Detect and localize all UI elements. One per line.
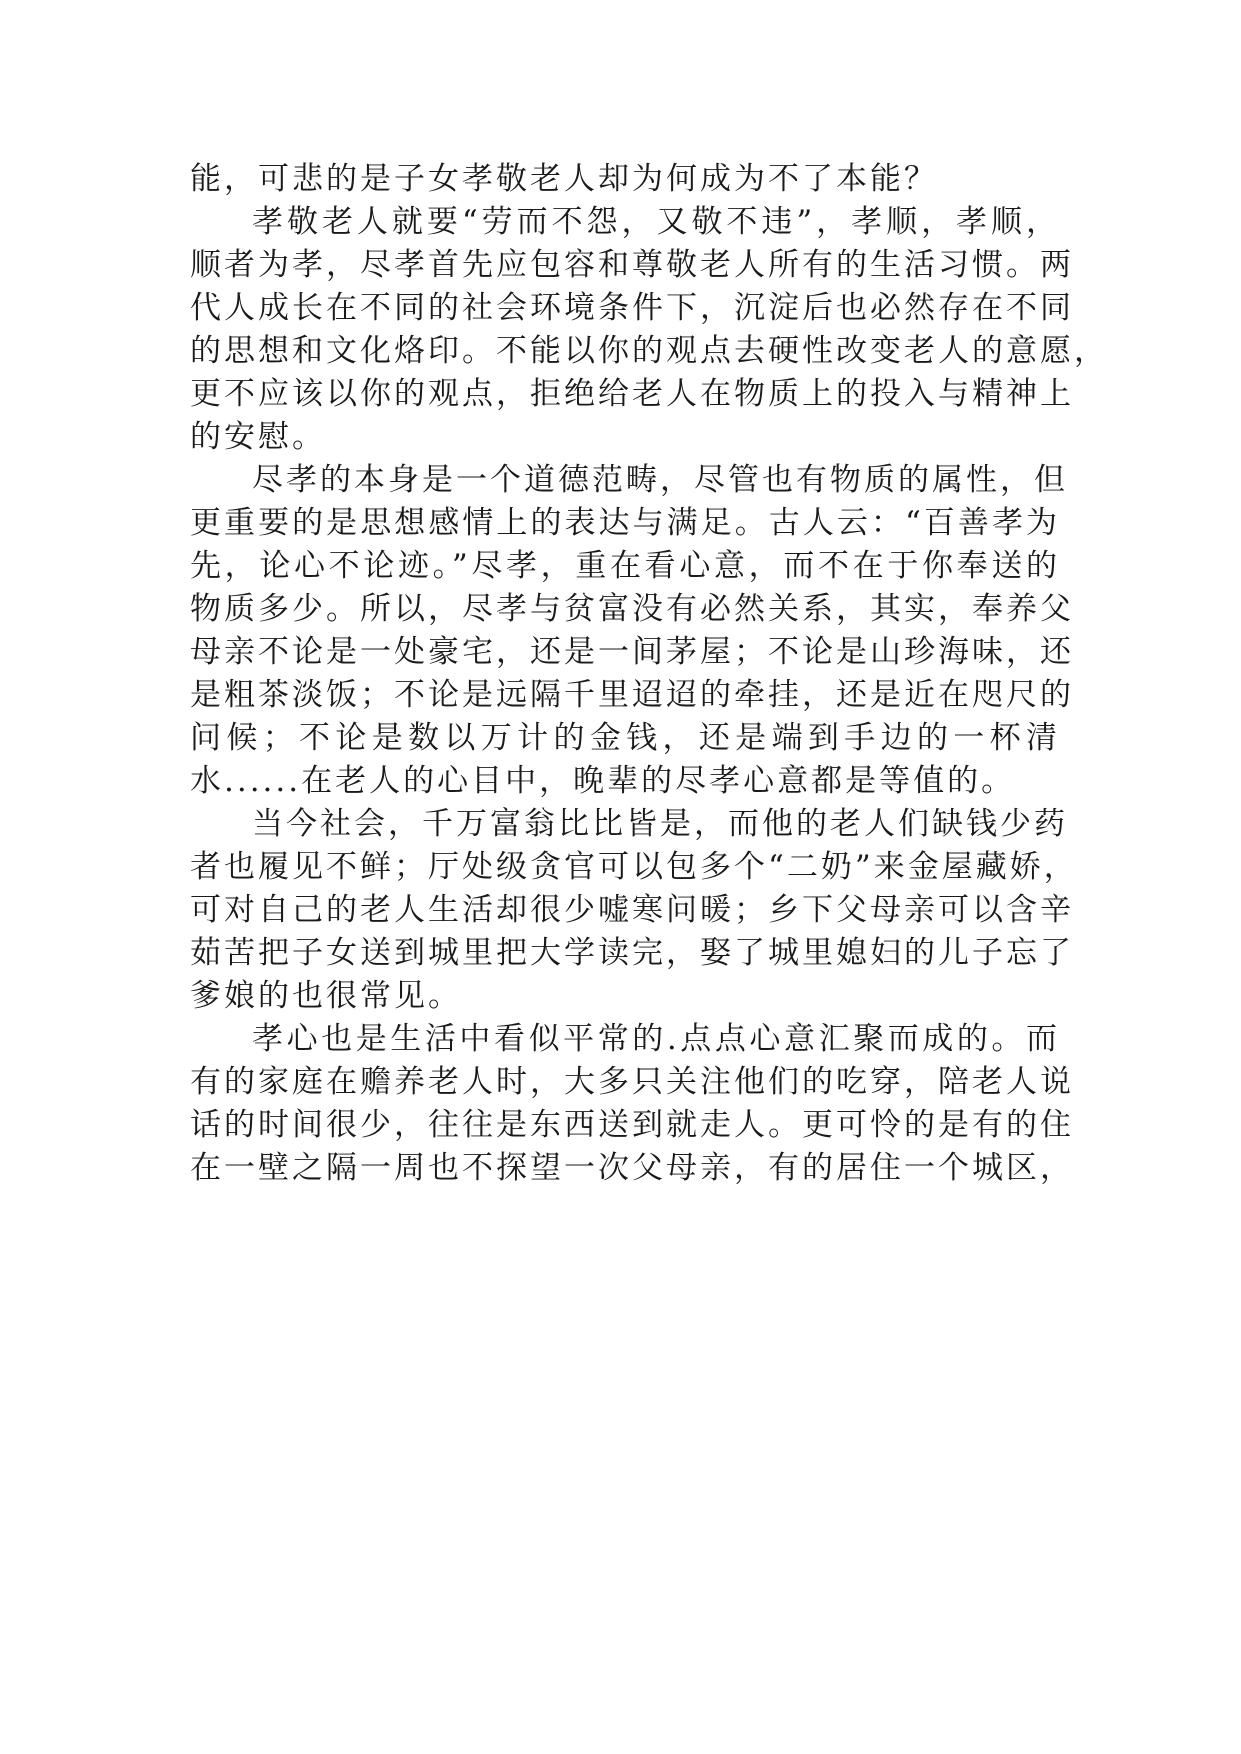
text-line: 问候；不论是数以万计的金钱，还是端到手边的一杯清 xyxy=(190,720,1060,756)
text-line: 当今社会，千万富翁比比皆是，而他的老人们缺钱少药 xyxy=(252,806,1068,842)
paragraph xyxy=(190,201,1108,459)
text-line: 先，论心不论迹。”尽孝，重在看心意，而不在于你奉送的 xyxy=(190,548,1060,584)
text-line: 孝敬老人就要“劳而不怨，又敬不违”，孝顺，孝顺， xyxy=(252,204,1060,240)
text-line: 的安慰。 xyxy=(190,419,326,455)
text-line: 尽孝的本身是一个道德范畴，尽管也有物质的属性，但 xyxy=(252,462,1068,498)
text-line: 孝心也是生活中看似平常的.点点心意汇聚而成的。而 xyxy=(252,1021,1060,1057)
text-line: 可对自己的老人生活却很少嘘寒问暖；乡下父母亲可以含辛 xyxy=(190,892,1074,928)
paragraph xyxy=(190,803,1078,1018)
text-line: 水......在老人的心目中，晚辈的尽孝心意都是等值的。 xyxy=(190,763,1016,799)
document-body xyxy=(190,158,1108,1190)
text-line: 是粗茶淡饭；不论是远隔千里迢迢的牵挂，还是近在咫尺的 xyxy=(190,677,1074,713)
text-line: 有的家庭在赡养老人时，大多只关注他们的吃穿，陪老人说 xyxy=(190,1064,1074,1100)
text-line: 爹娘的也很常见。 xyxy=(190,978,462,1014)
text-line: 茹苦把子女送到城里把大学读完，娶了城里媳妇的儿子忘了 xyxy=(190,935,1074,971)
text-line: 代人成长在不同的社会环境条件下，沉淀后也必然存在不同 xyxy=(190,290,1074,326)
text-line: 母亲不论是一处豪宅，还是一间茅屋；不论是山珍海味，还 xyxy=(190,634,1074,670)
paragraph xyxy=(190,459,1074,803)
text-line: 者也履见不鲜；厅处级贪官可以包多个“二奶”来金屋藏娇， xyxy=(190,849,1078,885)
text-line: 顺者为孝，尽孝首先应包容和尊敬老人所有的生活习惯。两 xyxy=(190,247,1074,283)
text-line: 话的时间很少，往往是东西送到就走人。更可怜的是有的住 xyxy=(190,1107,1074,1143)
text-line: 更不应该以你的观点，拒绝给老人在物质上的投入与精神上 xyxy=(190,376,1074,412)
text-line: 物质多少。所以，尽孝与贫富没有必然关系，其实，奉养父 xyxy=(190,591,1074,627)
text-line: 的思想和文化烙印。不能以你的观点去硬性改变老人的意愿， xyxy=(190,333,1108,369)
paragraph xyxy=(190,1018,1074,1190)
paragraph xyxy=(190,158,1060,201)
text-line: 更重要的是思想感情上的表达与满足。古人云：“百善孝为 xyxy=(190,505,1060,541)
text-line: 在一壁之隔一周也不探望一次父母亲，有的居住一个城区， xyxy=(190,1150,1074,1186)
text-line: 能，可悲的是子女孝敬老人却为何成为不了本能？ xyxy=(190,161,938,197)
